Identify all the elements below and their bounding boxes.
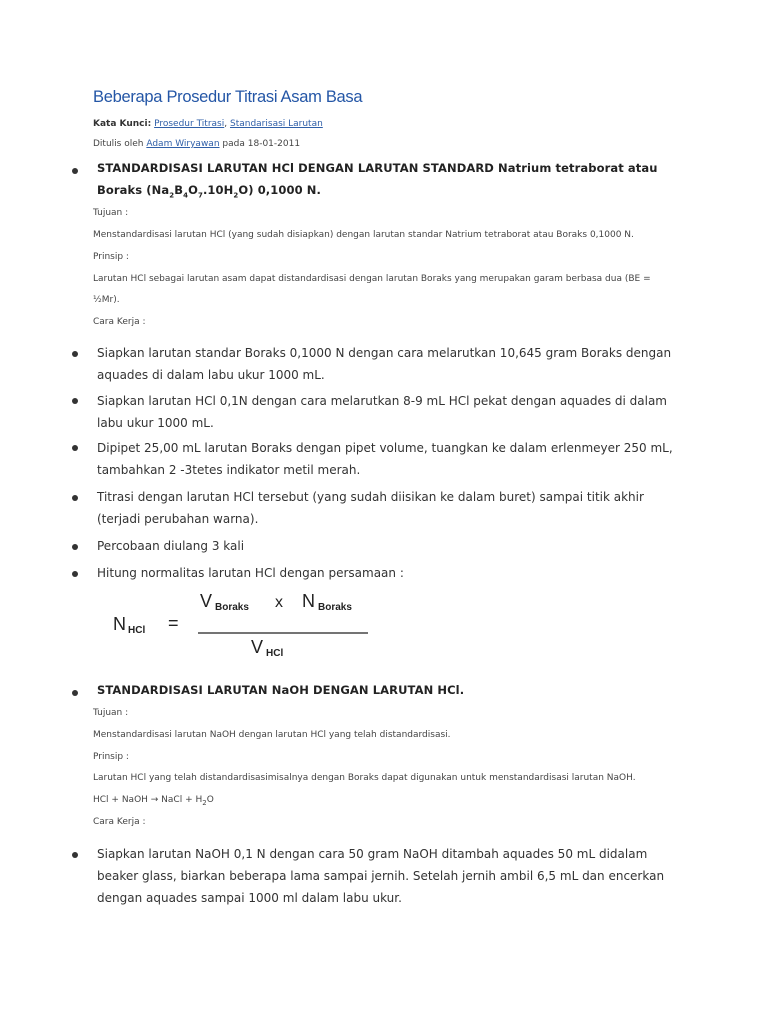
section1-tujuan-label: Tujuan : — [93, 208, 129, 218]
list-item: Dipipet 25,00 mL larutan Boraks dengan pipet volume, tuangkan ke dalam erlenmeyer 250 mL, tambahkan 2 -3tetes indikator metil merah. — [97, 441, 673, 477]
section1-prinsip-label: Prinsip : — [93, 252, 129, 262]
author-line — [93, 139, 300, 149]
list-item: Siapkan larutan NaOH 0,1 N dengan cara 50 gram NaOH ditambah aquades 50 mL didalam beaker glass, biarkan beberapa lama sampai jernih. Setelah jernih ambil 6,5 mL dan encerkan dengan aquades sampai 1000 ml dalam labu ukur. — [97, 847, 665, 905]
formula-n-boraks-sub: Boraks — [318, 602, 352, 613]
keywords-label: Kata Kunci: — [93, 119, 152, 129]
keyword-separator: , — [224, 119, 228, 129]
formula-v-boraks: V — [200, 591, 213, 611]
list-item: Siapkan larutan HCl 0,1N dengan cara melarutkan 8-9 mL HCl pekat dengan aquades di dalam labu ukur 1000 mL. — [97, 394, 667, 430]
bullet-icon — [72, 544, 78, 550]
formula-equals: = — [168, 613, 179, 633]
keyword-link-standarisasi-larutan[interactable]: Standarisasi Larutan — [229, 119, 323, 129]
formula-v-boraks-sub: Boraks — [215, 602, 249, 613]
bullet-icon — [72, 168, 78, 174]
section2-prinsip-label: Prinsip : — [93, 752, 129, 762]
formula-v-hcl-sub: HCl — [266, 648, 284, 658]
section1-prinsip-text-2: ½Mr). — [93, 295, 120, 305]
formula-times: x — [275, 594, 283, 611]
date-prefix: pada — [222, 139, 245, 149]
bullet-icon — [72, 445, 78, 451]
bullet-icon — [72, 571, 78, 577]
formula-n: N — [113, 614, 126, 634]
section2-prinsip-text: Larutan HCl yang telah distandardisasimisalnya dengan Boraks dapat digunakan untuk menstandardisasi larutan NaOH. — [93, 773, 636, 783]
list-item: Percobaan diulang 3 kali — [97, 539, 245, 553]
section1-prinsip-text-1: Larutan HCl sebagai larutan asam dapat distandardisasi dengan larutan Boraks yang merupakan garam berbasa dua (BE = — [93, 274, 651, 284]
bullet-icon — [72, 852, 78, 858]
keywords-line — [93, 119, 323, 129]
bullet-icon — [72, 495, 78, 501]
keyword-link-prosedur-titrasi[interactable]: Prosedur Titrasi — [154, 119, 225, 129]
written-by-label: Ditulis oleh — [93, 139, 144, 149]
formula-n-sub: HCl — [128, 625, 146, 636]
author-link[interactable]: Adam Wiryawan — [146, 139, 220, 149]
normality-formula — [105, 588, 385, 658]
section1-heading — [97, 157, 677, 206]
section2-tujuan-text: Menstandardisasi larutan NaOH dengan larutan HCl yang telah distandardisasi. — [93, 730, 451, 740]
bullet-icon — [72, 690, 78, 696]
section2-tujuan-label: Tujuan : — [93, 708, 129, 718]
section2-heading: STANDARDISASI LARUTAN NaOH DENGAN LARUTAN HCl. — [97, 683, 465, 697]
list-item: Siapkan larutan standar Boraks 0,1000 N dengan cara melarutkan 10,645 gram Boraks dengan aquades di dalam labu ukur 1000 mL. — [97, 346, 672, 382]
section1-tujuan-text: Menstandardisasi larutan HCl (yang sudah disiapkan) dengan larutan standar Natrium tetraborat atau Boraks 0,1000 N. — [93, 230, 634, 240]
bullet-icon — [72, 398, 78, 404]
list-item: Titrasi dengan larutan HCl tersebut (yang sudah diisikan ke dalam buret) sampai titik akhir (terjadi perubahan warna). — [97, 490, 644, 526]
page-title: Beberapa Prosedur Titrasi Asam Basa — [93, 88, 363, 106]
section1-heading-line2: Boraks $(Na_2B_4O_7.10H_2O)$ 0,1000 N. — [97, 183, 321, 200]
formula-n-boraks: N — [302, 591, 315, 611]
post-date: 18-01-2011 — [247, 139, 301, 149]
reaction-equation: HCl + NaOH → NaCl + $H_2O$ — [93, 795, 214, 807]
section2-cara-kerja-label: Cara Kerja : — [93, 817, 146, 827]
section1-cara-kerja-label: Cara Kerja : — [93, 317, 146, 327]
bullet-icon — [72, 351, 78, 357]
list-item: Hitung normalitas larutan HCl dengan persamaan : — [97, 566, 404, 580]
formula-v-hcl: V — [251, 637, 264, 657]
section1-heading-line1: STANDARDISASI LARUTAN HCl DENGAN LARUTAN STANDARD Natrium tetraborat atau — [97, 161, 658, 175]
